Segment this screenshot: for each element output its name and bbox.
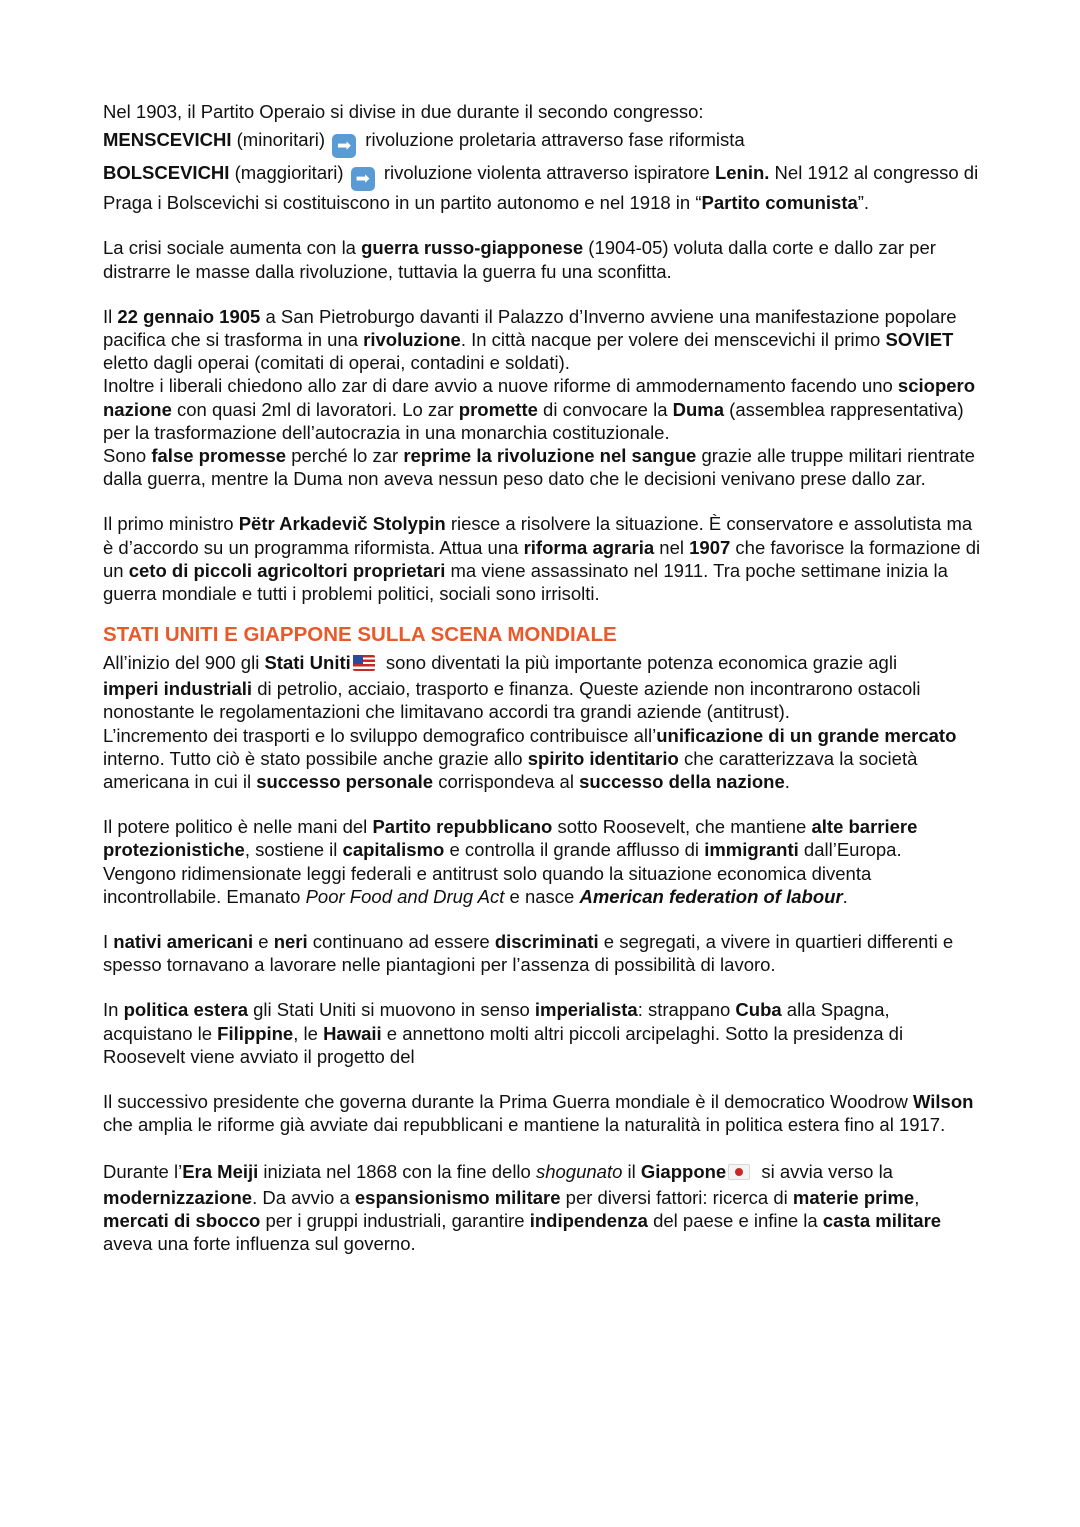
text-intro: Nel 1903, il Partito Operaio si divise in due durante il secondo congresso: <box>103 101 704 122</box>
japan-flag-icon <box>728 1164 750 1180</box>
right-arrow-icon: ➡ <box>332 134 356 158</box>
paragraph-era-meiji: Durante l’Era Meiji iniziata nel 1868 con la fine dello shogunato il Giappone si avvia verso la <box>103 1160 893 1182</box>
document-page <box>103 100 983 1255</box>
right-arrow-icon: ➡ <box>351 167 375 191</box>
paragraph-stati-uniti: All’inizio del 900 gli Stati Uniti sono diventati la più importante potenza economica grazie agli <box>103 652 898 674</box>
paragraph-bolscevichi: BOLSCEVICHI (maggioritari) ➡ rivoluzione violenta attraverso ispiratore Lenin. Nel 1912 al congresso di Praga i Bolscevichi si costituiscono in un partito autonomo e nel 1918 in “Partito comunista”. <box>103 162 979 214</box>
term-lenin: Lenin. <box>714 162 770 184</box>
paragraph-stolypin: Il primo ministro Pëtr Arkadevič Stolypin riesce a risolvere la situazione. È conservatore e assolutista ma è d’accordo su un programma riformista. Attua una riforma agraria nel 1907 che favorisce la formazione di un ceto di piccoli agricoltori proprietari ma viene assassinato nel 1911. Tra poche settimane inizia la guerra mondiale e tutti i problemi politici, sociali sono irrisolti. <box>103 513 981 605</box>
paragraph-politica-estera: In politica estera gli Stati Uniti si muovono in senso imperialista: strappano Cuba alla Spagna, acquistano le Filippine, le Hawaii e annettono molti altri piccoli arcipelaghi. Sotto la presidenza di Roosevelt viene avviato il progetto del <box>103 999 904 1067</box>
paragraph-nativi-americani: I nativi americani e neri continuano ad essere discriminati e segregati, a vivere in quartieri differenti e spesso tornavano a lavorare nelle piantagioni per l’assenza di possibilità di lavoro. <box>103 931 954 976</box>
paragraph-rivoluzione-1905: Il 22 gennaio 1905 a San Pietroburgo davanti il Palazzo d’Inverno avviene una manifestazione popolare pacifica che si trasforma in una rivoluzione. In città nacque per volere dei menscevichi il primo SOVIET eletto dagli operai (comitati di operai, contadini e soldati). Inoltre i liberali chiedono allo zar di dare avvio a nuove riforme di ammodernamento facendo uno sciopero nazione con quasi 2ml di lavoratori. Lo zar promette di convocare la Duma (assemblea rappresentativa) per la trasformazione dell’autocrazia in una monarchia costituzionale. Sono false promesse perché lo zar reprime la rivoluzione nel sangue grazie alle truppe militari rientrate dalla guerra, mentre la Duma non aveva nessun peso dato che le decisioni venivano prese dallo zar. <box>103 305 976 490</box>
term-menscevichi: MENSCEVICHI <box>103 129 232 151</box>
paragraph-guerra-russo-giapponese: La crisi sociale aumenta con la guerra russo-giapponese (1904-05) voluta dalla corte e dallo zar per distrarre le masse dalla rivoluzione, tuttavia la guerra fu una sconfitta. <box>103 237 936 282</box>
section-title: STATI UNITI E GIAPPONE SULLA SCENA MONDIALE <box>103 623 617 647</box>
paragraph-wilson: Il successivo presidente che governa durante la Prima Guerra mondiale è il democratico Woodrow Wilson che amplia le riforme già avviate dai repubblicani e mantiene la naturalità in politica estera fino al 1917. <box>103 1091 974 1136</box>
paragraph-menscevichi: MENSCEVICHI (minoritari) ➡ rivoluzione proletaria attraverso fase riformista <box>103 129 745 157</box>
term-bolscevichi: BOLSCEVICHI <box>103 162 230 184</box>
paragraph-partito-operaio <box>103 100 983 123</box>
paragraph-potere-politico: Il potere politico è nelle mani del Partito repubblicano sotto Roosevelt, che mantiene alte barriere protezionistiche, sostiene il capitalismo e controlla il grande afflusso di immigranti dall’Europa. Vengono ridimensionate leggi federali e antitrust solo quando la situazione economica diventa incontrollabile. Emanato Poor Food and Drug Act e nasce American federation of labour. <box>103 816 918 907</box>
term-partito-comunista: Partito comunista <box>701 192 858 214</box>
paragraph-era-meiji-cont: modernizzazione. Da avvio a espansionismo militare per diversi fattori: ricerca di materie prime, mercati di sbocco per i gruppi industriali, garantire indipendenza del paese e infine la casta militare aveva una forte influenza sul governo. <box>103 1186 942 1254</box>
us-flag-icon <box>353 655 375 671</box>
paragraph-stati-uniti-cont: imperi industriali di petrolio, acciaio, trasporto e finanza. Queste aziende non incontrarono ostacoli nonostante le regolamentazioni che limitavano accordi tra grandi aziende (antitrust). L’incremento dei trasporti e lo sviluppo demografico contribuisce all’unificazione di un grande mercato interno. Tutto ciò è stato possibile anche grazie allo spirito identitario che caratterizzava la società americana in cui il successo personale corrispondeva al successo della nazione. <box>103 678 957 793</box>
